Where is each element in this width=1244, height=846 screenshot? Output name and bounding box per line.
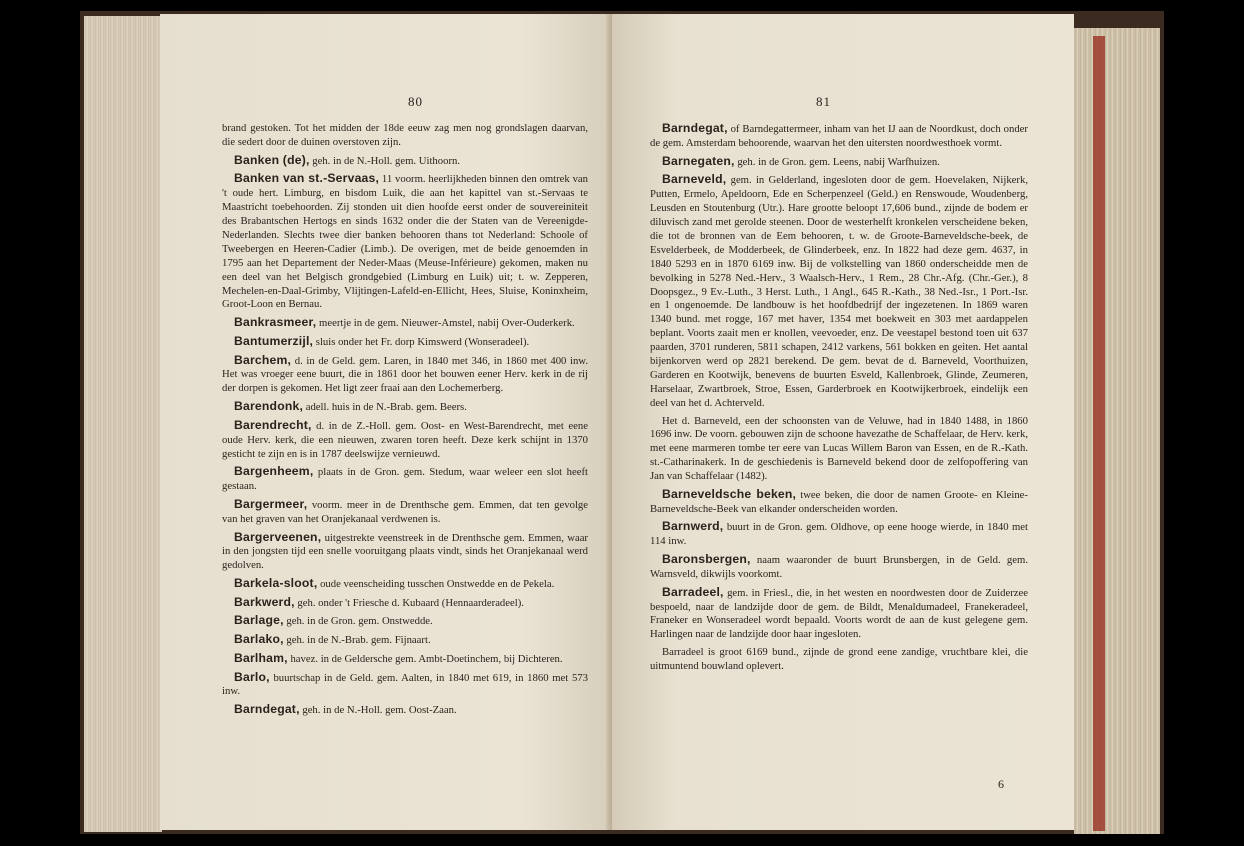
dictionary-entry <box>222 316 588 331</box>
right-page <box>612 14 1074 830</box>
dictionary-entry <box>650 520 1028 549</box>
entry-headword: Barlo, <box>234 669 270 684</box>
entry-body: geh. in de N.-Holl. gem. Uithoorn. <box>309 154 461 167</box>
entry-headword: Barkwerd, <box>234 594 295 609</box>
dictionary-entry <box>222 465 588 494</box>
entry-body: Barradeel is groot 6169 bund., zijnde de grond eene zandige, vruchtbare klei, die uitmuntend bouwland oplevert. <box>650 646 1028 672</box>
entry-headword: Barndegat, <box>234 702 300 717</box>
right-page-text <box>650 122 1028 678</box>
entry-body: geh. in de Gron. gem. Onstwedde. <box>283 615 433 628</box>
entry-body: havez. in de Geldersche gem. Ambt-Doetinchem, bij Dichteren. <box>287 652 563 665</box>
entry-headword: Barlage, <box>234 613 284 628</box>
dictionary-entry <box>222 577 588 592</box>
dictionary-entry <box>222 671 588 700</box>
entry-body: gem. in Gelderland, ingesloten door de gem. Hoevelaken, Nijkerk, Putten, Ermelo, Apeldoorn, Ede en Scherpenzeel (Geld.) en Renswoude, Woudenberg, Leusden en Stoutenburg (Utr.). Hare grootte beloopt 17,606 bund., zijnde de bodem er diluvisch zand met gerolde steenen. Door de westerhelft kronkelen verscheidene beken, die tot de bronnen van de Eem behooren, t. w. de Groote-Barneveldsche-beek, de Esvelderbeek, de Modderbeek, de Glinderbeek, enz. In 1822 had deze gem. 4637, in 1840 5293 en in 1870 6169 inw. Bij de volkstelling van 1860 onderscheidde men de bevolking in 5278 Ned.-Herv., 3 Waalsch-Herv., 1 Rem., 28 Chr.-Afg. (Chr.-Ger.), 8 Doopsgez., 9 Ev.-Luth., 3 Herst. Luth., 1 Angl., 645 R.-Kath., 38 Ned.-Isr., 1 Port.-Isr. en 1 ongenoemde. De landbouw is het hoofdbedrijf der ingezetenen. In 1869 waren 1340 bund. met rogge, 167 met haver, 1354 met boekweit en 303 met aardappelen beplant. Voorts zaait men er knollen, veevoeder, enz. De veestapel bestond toen uit 637 paarden, 3701 runderen, 5811 schapen, 2412 varkens, 561 bokken en geiten. Het aantal bijenkorven werd op 2821 berekend. De gem. bevat de d. Barneveld, Voorthuizen, Garderen en Kootwijk, benevens de buurten Esveld, Kallenbroek, Glinde, Zeumeren, Harselaar, Zwartbroek, Stroe, Essen, Garderbroek en Kootwijkerbroek, eindelijk een deel van het d. Achterveld. <box>650 174 1028 409</box>
dictionary-entry <box>222 633 588 648</box>
dictionary-entry <box>650 488 1028 517</box>
left-page <box>160 14 612 830</box>
signature-mark: 6 <box>998 777 1004 791</box>
dictionary-entry <box>222 335 588 350</box>
entry-headword: Bargerveenen, <box>234 529 322 544</box>
dictionary-entry <box>222 400 588 415</box>
dictionary-entry <box>222 531 588 574</box>
entry-body: twee beken, die door de namen Groote- en Kleine-Barneveldsche-Beek van elkander onderscheiden worden. <box>650 488 1028 515</box>
entry-headword: Barendonk, <box>234 399 304 414</box>
entry-body: buurtschap in de Geld. gem. Aalten, in 1840 met 619, in 1860 met 573 inw. <box>222 671 588 698</box>
entry-headword: Bargenheem, <box>234 464 314 479</box>
entry-headword: Barendrecht, <box>234 417 312 432</box>
page-number: 80 <box>408 94 423 109</box>
dictionary-entry <box>222 172 588 312</box>
entry-headword: Barchem, <box>234 352 292 367</box>
entry-headword: Bargermeer, <box>234 496 308 511</box>
dictionary-entry <box>650 646 1028 674</box>
dictionary-entry <box>650 586 1028 643</box>
dictionary-entry <box>650 553 1028 582</box>
entry-body: Het d. Barneveld, een der schoonsten van de Veluwe, had in 1840 1488, in 1860 1696 inw. De voorn. gebouwen zijn de schoone havezathe de Schaffelaar, de Herv. kerk, met eene marmeren tombe ter eere van Lucas Willem Baron van Essen, en de R.-Kath. st.-Catharinakerk. In de geschiedenis is Barneveld bekend door de zelfopoffering van Jan van Schaffelaar (1482). <box>650 414 1028 483</box>
entry-body: d. in de Geld. gem. Laren, in 1840 met 346, in 1860 met 400 inw. Het was vroeger eene buurt, die in 1861 door het bouwen eener Herv. kerk in de rij der dorpen is gekomen. Het ligt zeer fraai aan den Lochemerberg. <box>222 354 588 395</box>
entry-headword: Barlako, <box>234 632 284 647</box>
spine-band <box>1093 36 1105 831</box>
entry-headword: Barradeel, <box>662 584 724 599</box>
entry-headword: Baronsbergen, <box>662 552 751 567</box>
entry-body: geh. in de Gron. gem. Leens, nabij Warfhuizen. <box>734 155 940 168</box>
dictionary-entry <box>222 354 588 397</box>
entry-body: meertje in de gem. Nieuwer-Amstel, nabij Over-Ouderkerk. <box>316 317 575 330</box>
entry-headword: Barkela-sloot, <box>234 576 318 591</box>
dictionary-entry <box>222 652 588 667</box>
entry-body: geh. in de N.-Brab. gem. Fijnaart. <box>283 634 431 647</box>
dictionary-entry <box>650 415 1028 485</box>
entry-body: of Barndegattermeer, inham van het IJ aan de Noordkust, doch onder de gem. Amsterdam behoorende, waarvan het den uitersten noordwesthoek vormt. <box>650 123 1028 149</box>
entry-body: voorm. meer in de Drenthsche gem. Emmen, dat ten gevolge van het graven van het Oranjekanaal verdwenen is. <box>222 498 588 525</box>
entry-body: buurt in de Gron. gem. Oldhove, op eene hooge wierde, in 1840 met 114 inw. <box>650 521 1028 548</box>
entry-headword: Bankrasmeer, <box>234 315 317 330</box>
entry-headword: Banken (de), <box>234 152 310 167</box>
entry-body: geh. in de N.-Holl. gem. Oost-Zaan. <box>299 704 457 717</box>
entry-headword: Barneveldsche beken, <box>662 486 797 501</box>
entry-body: plaats in de Gron. gem. Stedum, waar weleer een slot heeft gestaan. <box>222 466 588 493</box>
dictionary-entry <box>222 703 588 718</box>
dictionary-entry <box>222 154 588 169</box>
entry-headword: Barnegaten, <box>662 153 735 168</box>
entry-body: 11 voorm. heerlijkheden binnen den omtrek van 't oude hert. Limburg, en bisdom Luik, die aan het kapittel van st.-Servaas te Maastricht toebehoorden. Zij stonden uit dien hoofde eerst onder de souvereiniteit des Brabantschen Hertogs en sinds 1632 onder die der Staten van de Vereenigde-Nederlanden. Slechts twee dier banken behooren thans tot Nederland: Schoole of Tweebergen en Heeren-Cadier (Limb.). De overigen, met de beide genoemden in 1795 aan het Departement der Neder-Maas (Meuse-Inférieure) gekomen, maken nu een deel van het Belgisch grondgebied (Limburg en Luik) uit; t. w. Zepperen, Mechelen-en-Daal-Grimby, Vlijtingen-Lafeld-en-Ellicht, Hees, Sluise, Koninxheim, Groot-Loon en Bernau. <box>222 173 589 311</box>
entry-body: adell. huis in de N.-Brab. gem. Beers. <box>303 401 467 414</box>
dictionary-entry <box>222 419 588 462</box>
entry-headword: Barndegat, <box>662 121 728 135</box>
entry-body: geh. onder 't Friesche d. Kubaard (Hennaarderadeel). <box>294 596 524 609</box>
entry-body: naam waaronder de buurt Brunsbergen, in de Geld. gem. Warnsveld, dikwijls voorkomt. <box>650 554 1028 580</box>
page-edges-right <box>1074 28 1160 834</box>
entry-headword: Barlham, <box>234 650 288 665</box>
left-page-text <box>222 122 588 722</box>
entry-headword: Barneveld, <box>662 172 727 187</box>
entry-body: brand gestoken. Tot het midden der 18de eeuw zag men nog grondslagen daarvan, die sedert door de duinen overstoven zijn. <box>222 122 588 148</box>
entry-headword: Barnwerd, <box>662 519 724 534</box>
page-edges-left <box>84 16 162 832</box>
dictionary-entry <box>650 173 1028 410</box>
entry-body: oude veenscheiding tusschen Onstwedde en de Pekela. <box>317 578 555 591</box>
entry-body: sluis onder het Fr. dorp Kimswerd (Wonseradeel). <box>313 335 530 348</box>
dictionary-entry <box>222 614 588 629</box>
dictionary-entry <box>650 155 1028 170</box>
entry-headword: Banken van st.-Servaas, <box>234 171 380 186</box>
page-number: 81 <box>816 94 831 109</box>
entry-headword: Bantumerzijl, <box>234 333 314 348</box>
dictionary-entry <box>222 596 588 611</box>
entry-body: d. in de Z.-Holl. gem. Oost- en West-Barendrecht, met eene oude Herv. kerk, die een nieuwen, zwaren toren heeft. Deze kerk schijnt in 1370 gesticht te zijn en is in 1787 deelswijze vernieuwd. <box>222 419 588 460</box>
entry-body: uitgestrekte veenstreek in de Drenthsche gem. Emmen, waar in den jongsten tijd een snelle vooruitgang plaats vindt, sinds het Oranjekanaal werd gedolven. <box>222 531 588 572</box>
entry-body: gem. in Friesl., die, in het westen en noordwesten door de Zuiderzee bespoeld, naar de landzijde door de gem. de Bildt, Menaldumadeel, Franekeradeel, Franeker en Wonseradeel wordt bepaald. Voorts wordt de aan de kust gelegene gem. Harlingen naar de landzijde door haar ingesloten. <box>650 586 1028 641</box>
dictionary-entry <box>650 122 1028 151</box>
dictionary-entry <box>222 498 588 527</box>
dictionary-entry <box>222 122 588 150</box>
